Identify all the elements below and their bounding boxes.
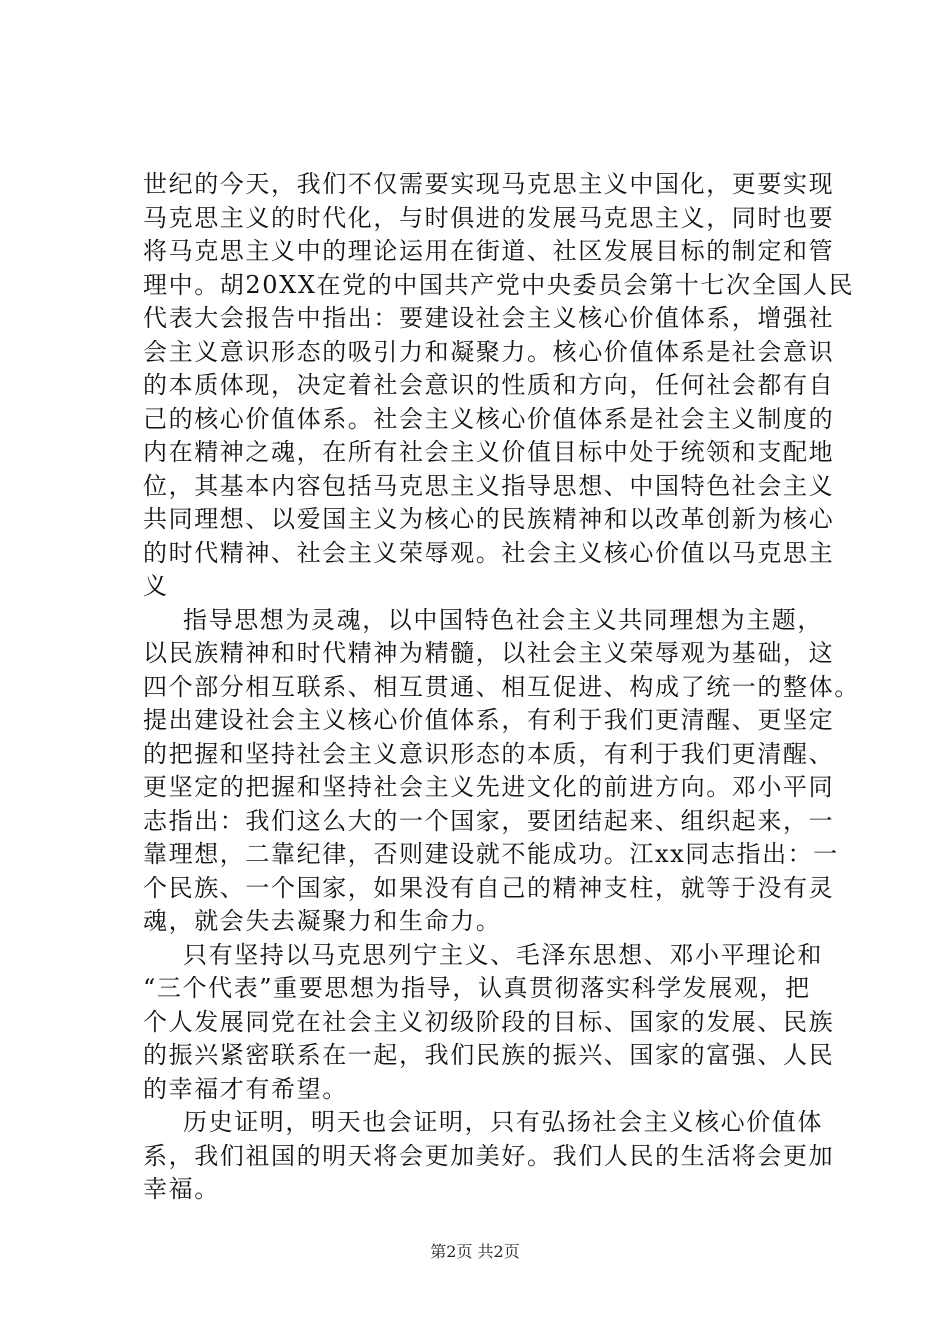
paragraph-3 [143, 939, 835, 1107]
page-number-footer: 第2页 共2页 [430, 1242, 520, 1261]
text-line: “三个代表”重要思想为指导，认真贯彻落实科学发展观，把 [143, 974, 811, 1002]
text-line: 魂，就会失去凝聚力和生命力。 [143, 907, 502, 935]
text-line: 只有坚持以马克思列宁主义、毛泽东思想、邓小平理论和 [183, 940, 823, 969]
text-line: 指导思想为灵魂，以中国特色社会主义共同理想为主题， [183, 605, 823, 634]
text-line: 位，其基本内容包括马克思主义指导思想、中国特色社会主义 [143, 471, 835, 500]
text-line: 四个部分相互联系、相互贯通、相互促进、构成了统一的整体。 [143, 672, 860, 701]
text-line: 的本质体现，决定着社会意识的性质和方向，任何社会都有自 [143, 371, 835, 399]
text-line: 志指出：我们这么大的一个国家，要团结起来、组织起来，一 [143, 806, 835, 835]
paragraph-2 [143, 604, 860, 939]
text-line: 马克思主义的时代化，与时俱进的发展马克思主义，同时也要 [143, 203, 835, 232]
text-line: 系，我们祖国的明天将会更加美好。我们人民的生活将会更加 [143, 1141, 835, 1170]
text-line: 世纪的今天，我们不仅需要实现马克思主义中国化，更要实现 [143, 170, 835, 198]
text-line: 共同理想、以爱国主义为核心的民族精神和以改革创新为核心 [143, 505, 835, 533]
text-line: 的把握和坚持社会主义意识形态的本质，有利于我们更清醒、 [143, 739, 835, 768]
text-line: 会主义意识形态的吸引力和凝聚力。核心价值体系是社会意识 [143, 337, 835, 366]
paragraph-1 [143, 168, 855, 604]
paragraph-4 [143, 1106, 835, 1207]
text-line: 义 [143, 572, 169, 600]
text-line: 将马克思主义中的理论运用在街道、社区发展目标的制定和管 [143, 237, 835, 265]
text-line: 的振兴紧密联系在一起，我们民族的振兴、国家的富强、人民 [143, 1041, 835, 1069]
text-line: 以民族精神和时代精神为精髓，以社会主义荣辱观为基础，这 [143, 639, 835, 667]
text-line: 幸福。 [143, 1175, 220, 1203]
text-line: 的幸福才有希望。 [143, 1074, 348, 1103]
text-line: 个民族、一个国家，如果没有自己的精神支柱，就等于没有灵 [143, 873, 835, 902]
text-line: 的时代精神、社会主义荣辱观。社会主义核心价值以马克思主 [143, 538, 835, 567]
text-line: 更坚定的把握和坚持社会主义先进文化的前进方向。邓小平同 [143, 773, 835, 801]
text-line: 靠理想，二靠纪律，否则建设就不能成功。江xx同志指出：一 [143, 840, 839, 868]
text-line: 历史证明，明天也会证明，只有弘扬社会主义核心价值体 [183, 1108, 823, 1136]
text-line: 代表大会报告中指出：要建设社会主义核心价值体系，增强社 [143, 304, 835, 332]
text-line: 己的核心价值体系。社会主义核心价值体系是社会主义制度的 [143, 404, 835, 433]
text-line: 理中。胡20XX在党的中国共产党中央委员会第十七次全国人民 [143, 270, 855, 299]
text-line: 提出建设社会主义核心价值体系，有利于我们更清醒、更坚定 [143, 706, 835, 734]
text-line: 个人发展同党在社会主义初级阶段的目标、国家的发展、民族 [143, 1007, 835, 1036]
document-body [143, 168, 860, 1207]
text-line: 内在精神之魂，在所有社会主义价值目标中处于统领和支配地 [143, 438, 835, 466]
